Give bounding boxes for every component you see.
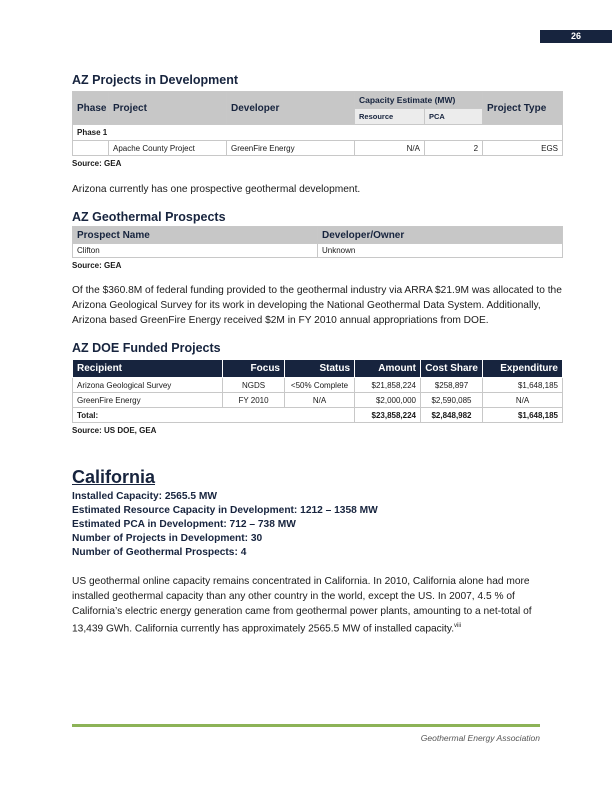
cell-expenditure: N/A [483,393,563,408]
page-number: 26 [540,30,612,43]
cell-expenditure: $1,648,185 [483,378,563,393]
page-content [72,72,562,636]
cell-total-label: Total: [73,408,355,423]
cell-prospect-name: Clifton [73,244,318,258]
header-expenditure: Expenditure [483,360,563,378]
cell-total-amount: $23,858,224 [355,408,421,423]
header-project: Project [109,92,227,125]
california-title: California [72,467,156,487]
cell-developer: GreenFire Energy [227,141,355,156]
cell-status: N/A [285,393,355,408]
az-doe-title: AZ DOE Funded Projects [72,341,221,355]
az-prospects-source: Source: GEA [72,261,122,270]
footer-text: Geothermal Energy Association [420,733,540,743]
header-prospect-name: Prospect Name [73,227,318,244]
table-row [73,141,563,156]
az-projects-source: Source: GEA [72,159,122,168]
header-focus: Focus [223,360,285,378]
header-resource: Resource [355,109,425,125]
stat-resource-capacity: Estimated Resource Capacity in Development: 1212 – 1358 MW [72,505,378,516]
cell-owner: Unknown [318,244,563,258]
stat-prospects: Number of Geothermal Prospects: 4 [72,547,247,558]
footer-rule [72,724,540,727]
cell-type: EGS [483,141,563,156]
header-pca: PCA [425,109,483,125]
cell-status: <50% Complete [285,378,355,393]
az-projects-title: AZ Projects in Development [72,73,239,87]
cell-pca: 2 [425,141,483,156]
paragraph-california [72,574,562,636]
header-project-type: Project Type [483,92,563,125]
cell-recipient: GreenFire Energy [73,393,223,408]
california-stats [72,490,562,560]
az-doe-source: Source: US DOE, GEA [72,426,157,435]
header-owner: Developer/Owner [318,227,563,244]
cell-total-cost-share: $2,848,982 [421,408,483,423]
az-prospects-title: AZ Geothermal Prospects [72,210,226,224]
footnote-marker: viii [454,623,462,629]
cell-amount: $21,858,224 [355,378,421,393]
phase-label: Phase 1 [73,125,563,141]
cell-focus: NGDS [223,378,285,393]
header-amount: Amount [355,360,421,378]
cell-cost-share: $258,897 [421,378,483,393]
table-total-row [73,408,563,423]
header-capacity: Capacity Estimate (MW) [355,92,483,109]
table-row [73,378,563,393]
cell-total-expenditure: $1,648,185 [483,408,563,423]
header-developer: Developer [227,92,355,125]
paragraph-federal-funding: Of the $360.8M of federal funding provided to the geothermal industry via ARRA $21.9M was allocated to the Arizona Geological Survey for its work in developing the National Geothermal Data System. Additionally, Arizona based GreenFire Energy received $2M in FY 2010 annual appropriations from DOE. [72,285,562,326]
cell-focus: FY 2010 [223,393,285,408]
az-doe-table [72,359,563,423]
cell-amount: $2,000,000 [355,393,421,408]
cell-resource: N/A [355,141,425,156]
stat-installed-capacity: Installed Capacity: 2565.5 MW [72,491,217,502]
california-text: US geothermal online capacity remains concentrated in California. In 2010, California alone had more installed geothermal capacity than any other country in the world, except the US. In 2007, 4.5 % of California’s electric energy generation came from geothermal power plants, amounting to a net-total of 13,439 GWh. California currently has approximately 2565.5 MW of installed capacity. [72,576,532,635]
stat-pca: Estimated PCA in Development: 712 – 738 MW [72,519,296,530]
stat-projects: Number of Projects in Development: 30 [72,533,263,544]
cell-cost-share: $2,590,085 [421,393,483,408]
cell-recipient: Arizona Geological Survey [73,378,223,393]
table-row [73,244,563,258]
header-recipient: Recipient [73,360,223,378]
az-projects-table [72,91,563,156]
header-phase: Phase [73,92,109,125]
cell-project: Apache County Project [109,141,227,156]
table-row [73,393,563,408]
az-prospects-table [72,226,563,258]
header-cost-share: Cost Share [421,360,483,378]
paragraph-prospective: Arizona currently has one prospective geothermal development. [72,184,361,195]
header-status: Status [285,360,355,378]
